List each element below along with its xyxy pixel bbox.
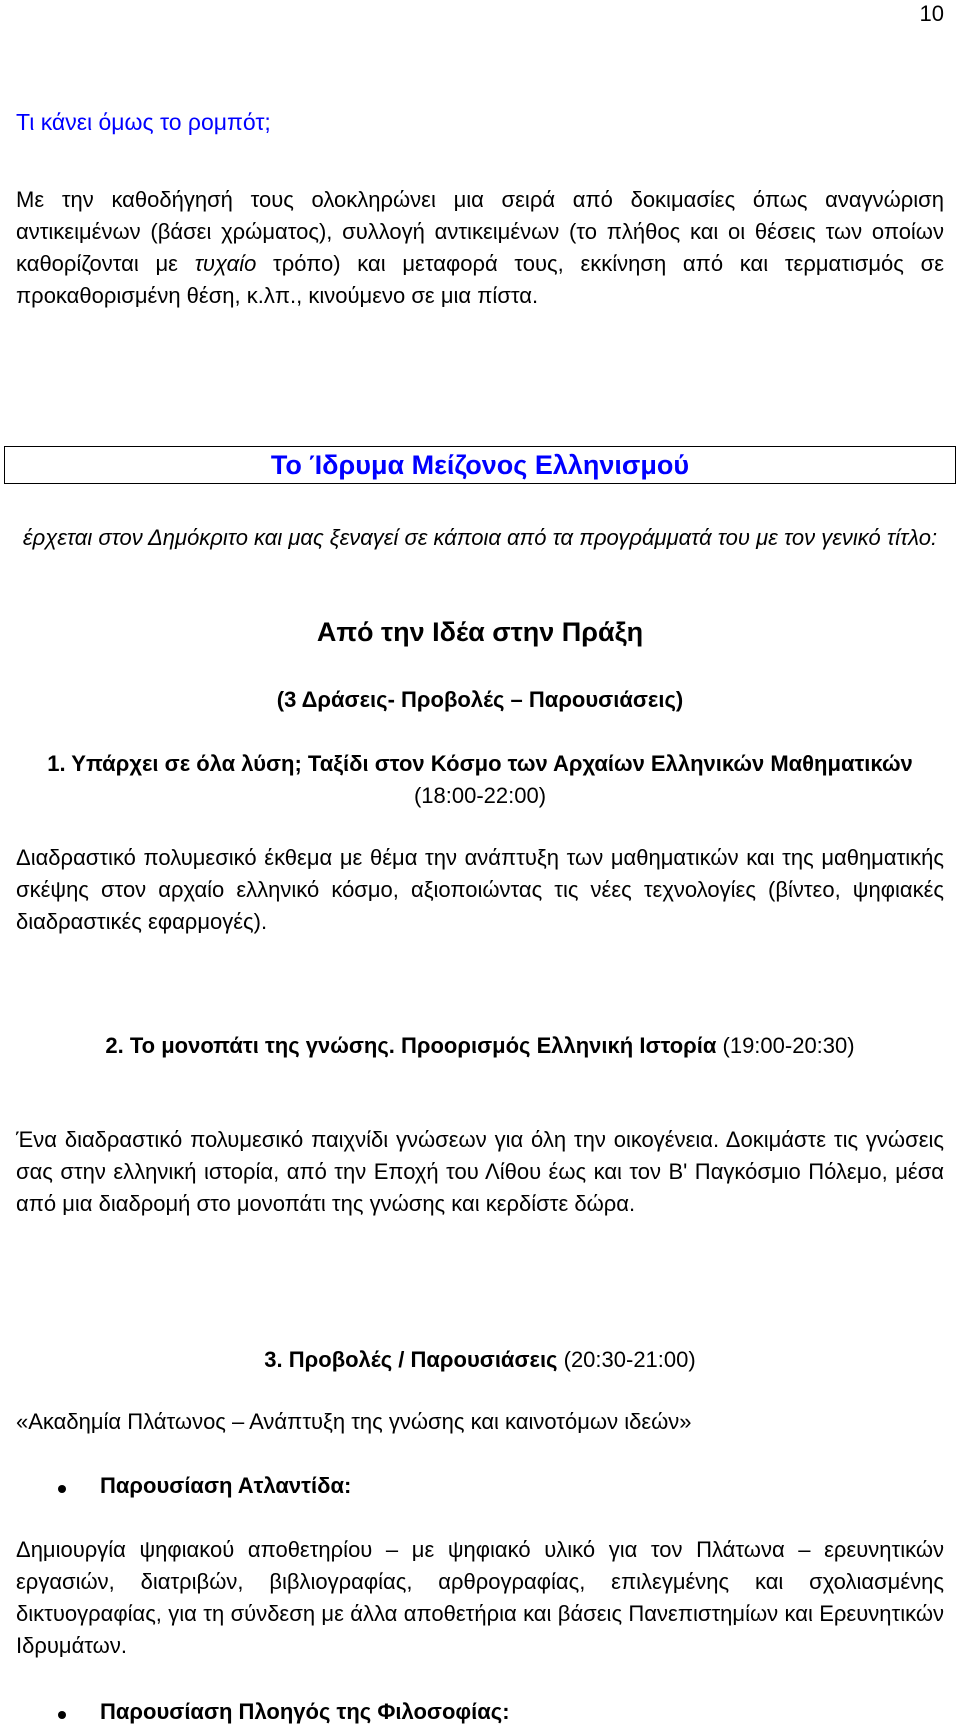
item-1-title: 1. Υπάρχει σε όλα λύση; Ταξίδι στον Κόσμο των Αρχαίων Ελληνικών Μαθηματικών [47, 751, 913, 776]
main-title: Από την Ιδέα στην Πράξη [316, 617, 644, 647]
item-2-time: (19:00-20:30) [716, 1033, 855, 1058]
item-2-heading [16, 1030, 944, 1062]
item-2-description: Ένα διαδραστικό πολυμεσικό παιχνίδι γνώσεων για όλη την οικογένεια. Δοκιμάστε τις γνώσεις σας στην ελληνική ιστορία, από την Εποχή του Λίθου έως και τον Β' Παγκόσμιο Πόλεμο, μέσα από μια διαδρομή στο μονοπάτι της γνώσης και κερδίστε δώρα. [16, 1127, 944, 1216]
item-3-heading [16, 1344, 944, 1376]
item-1-heading [16, 748, 944, 812]
robot-heading: Τι κάνει όμως το ρομπότ; [16, 109, 271, 135]
robot-text-2: τρόπο) και μεταφορά τους, εκκίνηση από και τερματισμός σε προκαθορισμένη θέση, κ.λπ., κινούμενο σε μια πίστα. [16, 251, 944, 308]
item-3-title: 3. Προβολές / Παρουσιάσεις [264, 1347, 558, 1372]
bullet-1-title: Παρουσίαση Ατλαντίδα: [100, 1473, 352, 1498]
item-3-description: «Ακαδημία Πλάτωνος – Ανάπτυξη της γνώσης και καινοτόμων ιδεών» [16, 1409, 692, 1434]
item-3-time: (20:30-21:00) [557, 1347, 696, 1372]
foundation-subtitle: έρχεται στον Δημόκριτο και μας ξεναγεί σε κάποια από τα προγράμματά του με τον γενικό τίτλο: [22, 525, 938, 550]
robot-paragraph [16, 184, 944, 312]
foundation-title-box: Το Ίδρυμα Μείζονος Ελληνισμού [4, 446, 956, 484]
bullet-1-description: Δημιουργία ψηφιακού αποθετηρίου – με ψηφιακό υλικό για τον Πλάτωνα – ερευνητικών εργασιών, διατριβών, βιβλιογραφίας, αρθρογραφίας, επιλεγμένης και σχολιασμένης δικτυογραφίας, για τη σύνδεση με άλλα αποθετήρια και βάσεις Πανεπιστημίων και Ερευνητικών Ιδρυμάτων. [16, 1537, 944, 1658]
main-subtitle: (3 Δράσεις- Προβολές – Παρουσιάσεις) [276, 687, 684, 712]
bullet-dot [58, 1485, 66, 1493]
bullet-dot [58, 1711, 66, 1719]
robot-text-italic: τυχαίο [194, 251, 257, 276]
item-2-title: 2. Το μονοπάτι της γνώσης. Προορισμός Ελληνική Ιστορία [105, 1033, 717, 1058]
page-number: 10 [919, 1, 944, 26]
bullet-2-title: Παρουσίαση Πλοηγός της Φιλοσοφίας: [100, 1699, 510, 1724]
item-1-description: Διαδραστικό πολυμεσικό έκθεμα με θέμα την ανάπτυξη των μαθηματικών και της μαθηματικής σκέψης στον αρχαίο ελληνικό κόσμο, αξιοποιώντας τις νέες τεχνολογίες (βίντεο, ψηφιακές διαδραστικές εφαρμογές). [16, 845, 944, 934]
item-1-time: (18:00-22:00) [413, 783, 547, 808]
robot-text-1: Με την καθοδήγησή τους ολοκληρώνει μια σειρά από δοκιμασίες όπως αναγνώριση αντικειμένων (βάσει χρώματος), συλλογή αντικειμένων (το πλήθος και οι θέσεις των οποίων καθορίζονται με [16, 187, 944, 276]
